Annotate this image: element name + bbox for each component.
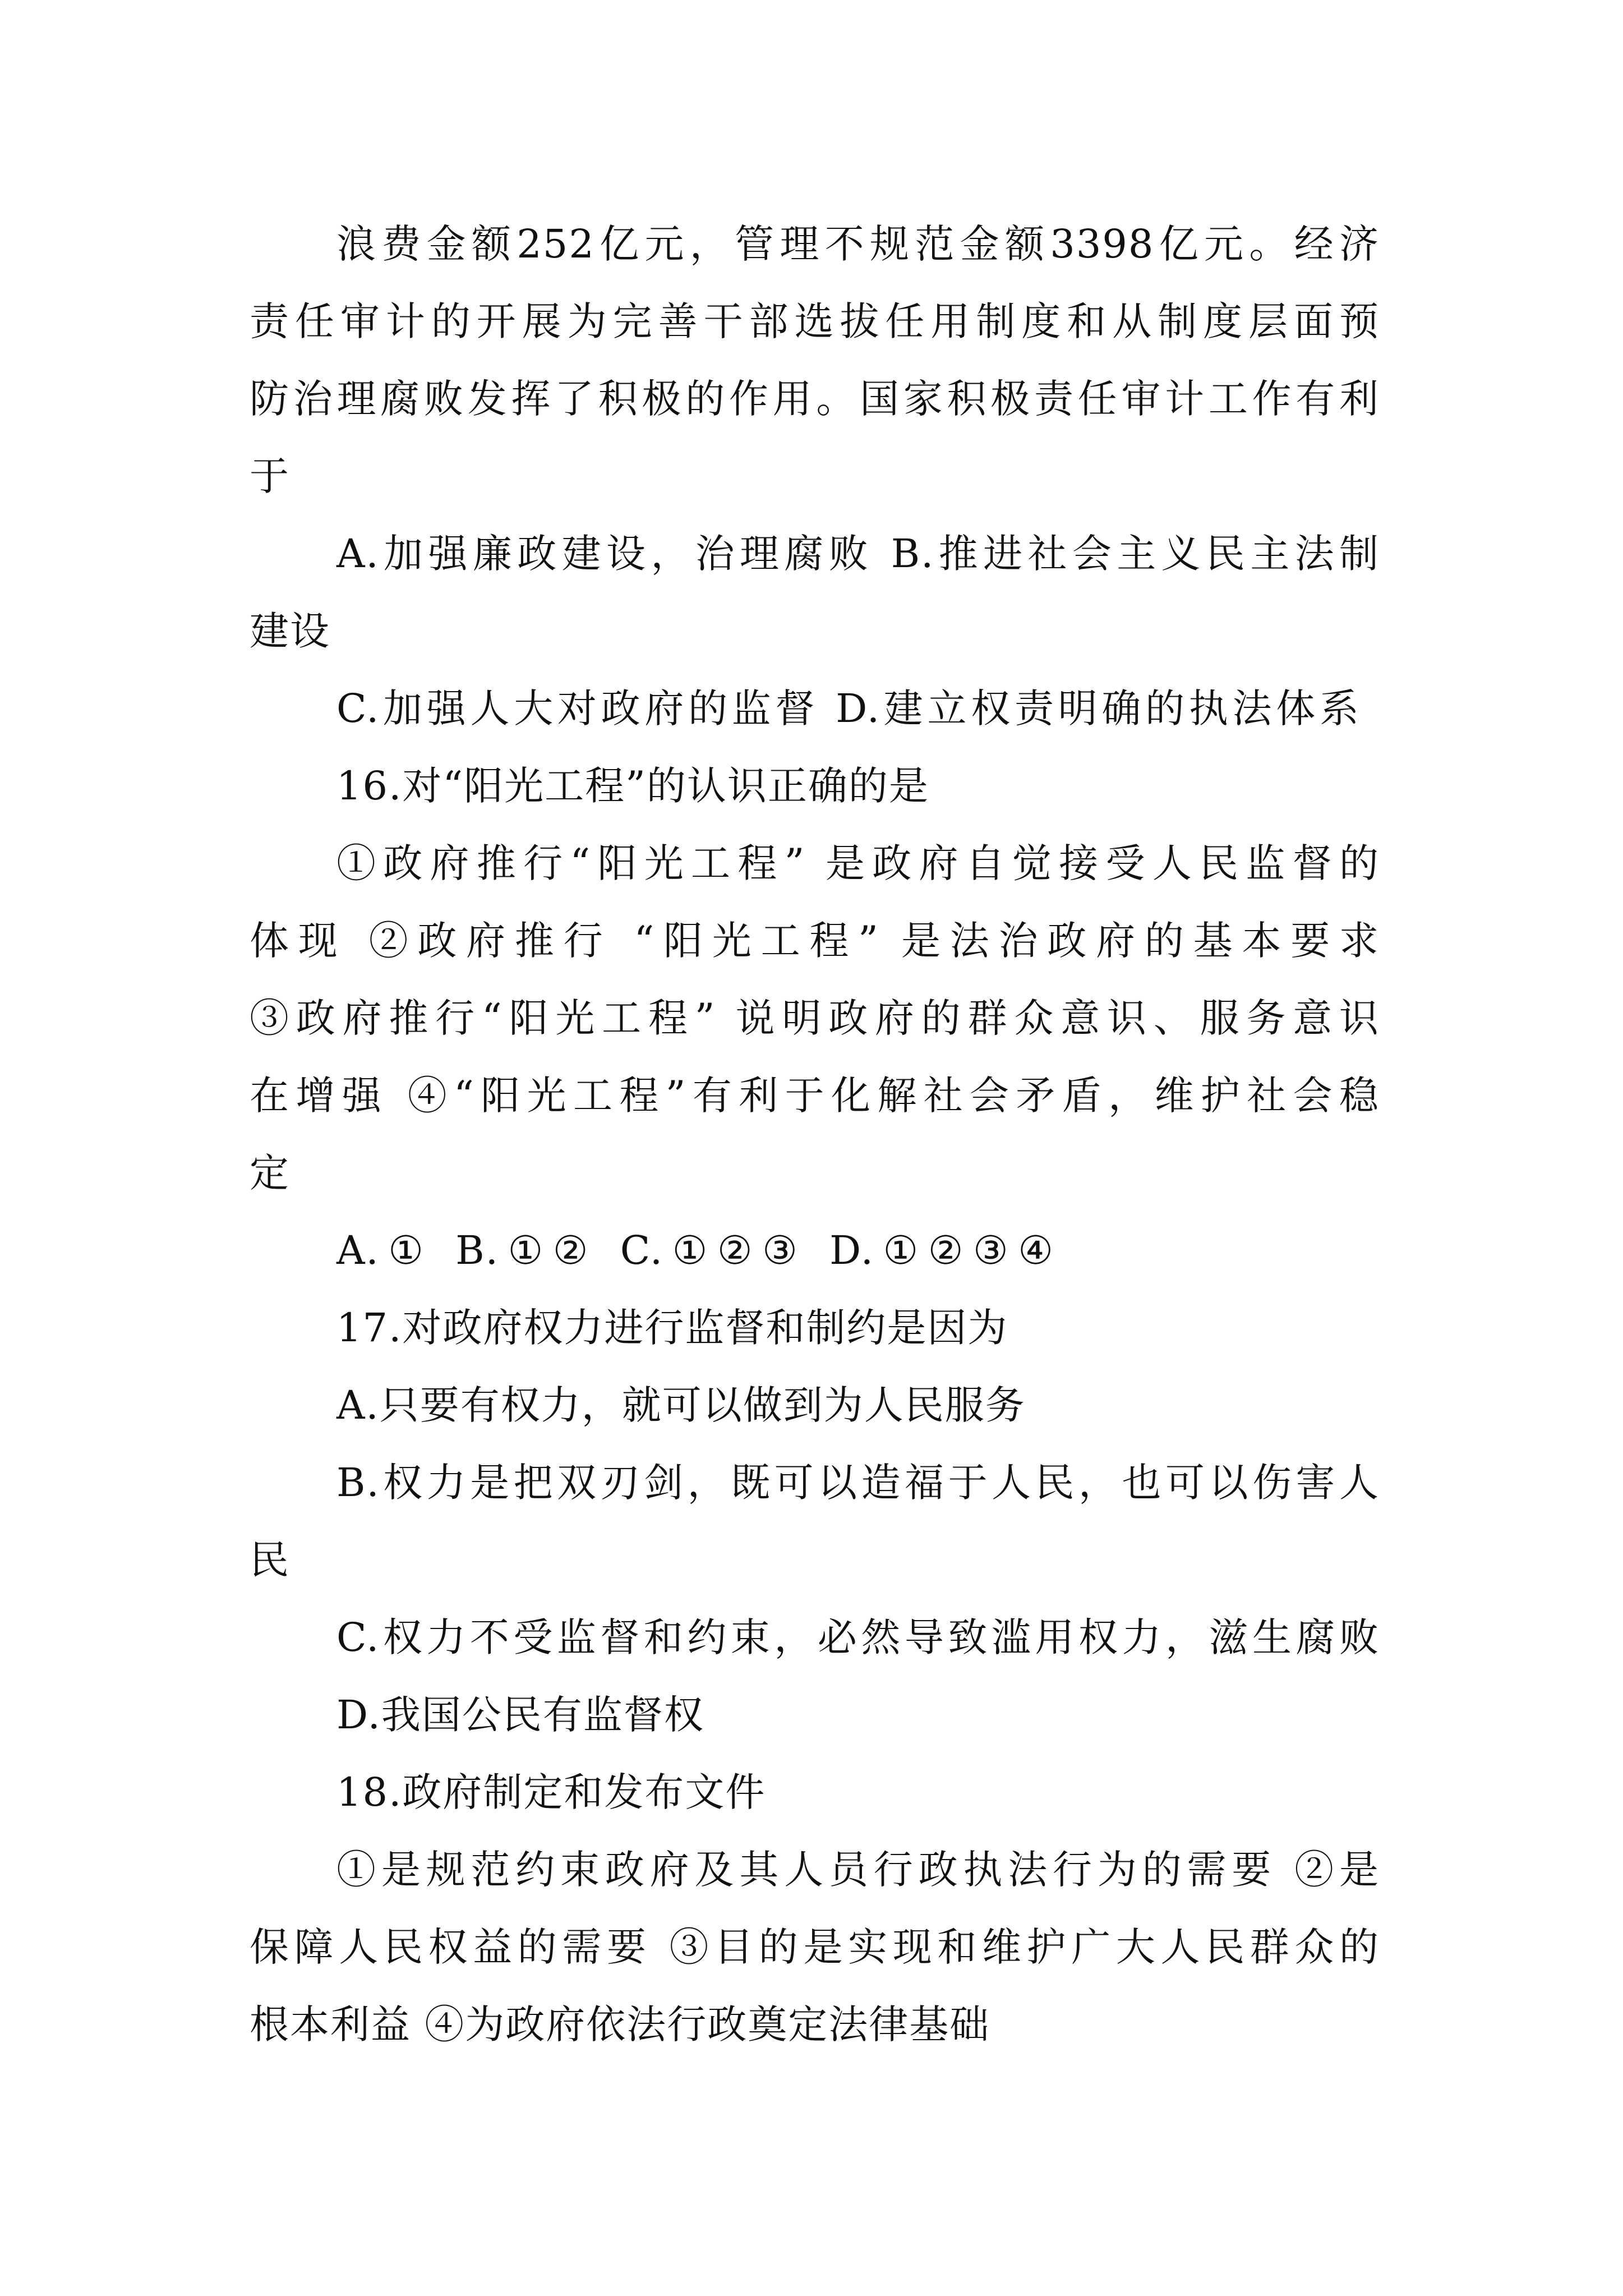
text-line: 建设 (250, 608, 330, 654)
text-line: 民 (250, 1537, 290, 1583)
text-line: 体现 ②政府推行 “阳光工程” 是法治政府的基本要求 (250, 918, 1380, 964)
text-line: ①政府推行“阳光工程” 是政府自觉接受人民监督的 (336, 840, 1380, 886)
option-line: C.加强人大对政府的监督 D.建立权责明确的执法体系 (336, 685, 1360, 731)
text-line: 根本利益 ④为政府依法行政奠定法律基础 (250, 2001, 990, 2047)
text-line: ①是规范约束政府及其人员行政执法行为的需要 ②是 (336, 1847, 1380, 1893)
text-line: 浪费金额252亿元，管理不规范金额3398亿元。经济 (336, 221, 1380, 267)
text-line: 定 (250, 1150, 290, 1196)
question-18: 18.政府制定和发布文件 (336, 1769, 766, 1815)
text-line: 防治理腐败发挥了积极的作用。国家积极责任审计工作有利 (250, 376, 1380, 422)
option-line: D.我国公民有监督权 (336, 1692, 704, 1738)
text-line: 保障人民权益的需要 ③目的是实现和维护广大人民群众的 (250, 1924, 1380, 1970)
option-line: B.权力是把双刃剑，既可以造福于人民，也可以伤害人 (336, 1460, 1380, 1506)
option-line: A.只要有权力，就可以做到为人民服务 (336, 1382, 1026, 1428)
option-line: A.加强廉政建设，治理腐败 B.推进社会主义民主法制 (336, 531, 1380, 577)
text-line: 于 (250, 453, 290, 499)
option-line: C.权力不受监督和约束，必然导致滥用权力，滋生腐败 (336, 1614, 1380, 1660)
question-17: 17.对政府权力进行监督和制约是因为 (336, 1305, 1008, 1351)
question-16: 16.对“阳光工程”的认识正确的是 (336, 763, 929, 809)
text-line: 在增强 ④“阳光工程”有利于化解社会矛盾，维护社会稳 (250, 1073, 1380, 1119)
text-line: ③政府推行“阳光工程” 说明政府的群众意识、服务意识 (250, 995, 1380, 1041)
option-line: A.① B.①② C.①②③ D.①②③④ (336, 1227, 1054, 1273)
text-line: 责任审计的开展为完善干部选拔任用制度和从制度层面预 (250, 298, 1380, 344)
